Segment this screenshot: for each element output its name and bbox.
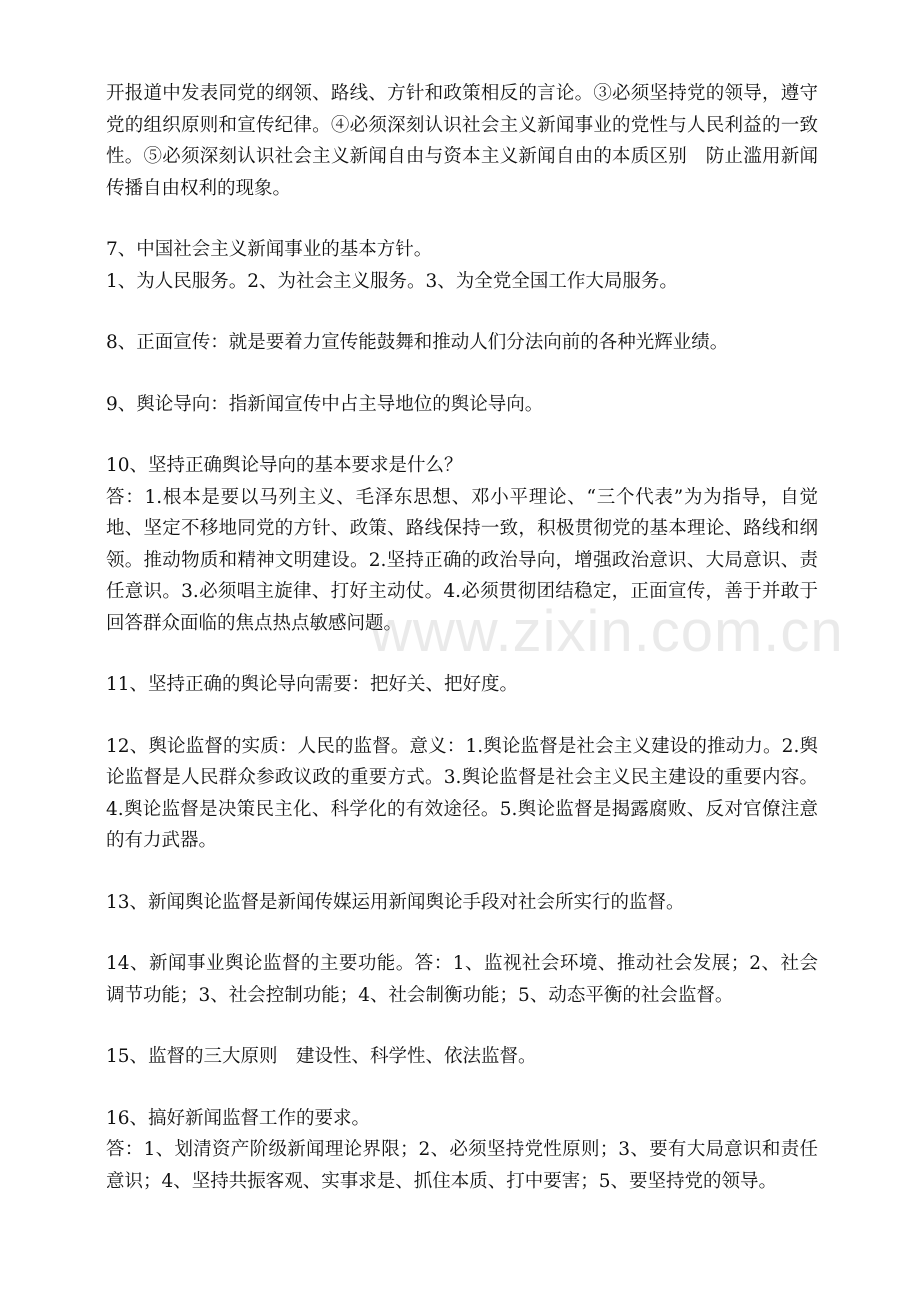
paragraph-line: 开报道中发表同党的纲领、路线、方针和政策相反的言论。③必须坚持党的领导，遵守党的组织原则和宣传纪律。④必须深刻认识社会主义新闻事业的党性与人民利益的一致性。⑤必须深刻认识社会主义新闻自由与资本主义新闻自由的本质区别 防止滥用新闻传播自由权利的现象。: [106, 83, 818, 199]
paragraph-block: [106, 887, 818, 919]
paragraph-line: 7、中国社会主义新闻事业的基本方针。: [106, 239, 433, 260]
paragraph-block: [106, 327, 818, 359]
paragraph-block: [106, 450, 818, 639]
paragraph-block: [106, 669, 818, 701]
paragraph-line: 9、舆论导向：指新闻宣传中占主导地位的舆论导向。: [106, 393, 544, 415]
paragraph-block: [106, 1041, 818, 1073]
paragraph-line: 10、坚持正确舆论导向的基本要求是什么？: [106, 455, 463, 476]
paragraph-line: 15、监督的三大原则 建设性、科学性、依法监督。: [106, 1046, 537, 1067]
paragraph-block: [106, 78, 818, 204]
document-body: [106, 78, 818, 1227]
paragraph-line: 13、新闻舆论监督是新闻传媒运用新闻舆论手段对社会所实行的监督。: [106, 891, 685, 913]
paragraph-block: [106, 389, 818, 421]
paragraph-block: [106, 234, 818, 297]
paragraph-line: 答：1.根本是要以马列主义、毛泽东思想、邓小平理论、“三个代表”为为指导，自觉地、坚定不移地同党的方针、政策、路线保持一致，积极贯彻党的基本理论、路线和纲领。推动物质和精神文明建设。2.坚持正确的政治导向，增强政治意识、大局意识、责任意识。3.必须唱主旋律、打好主动仗。4.必须贯彻团结稳定，正面宣传，善于并敢于回答群众面临的焦点热点敏感问题。: [106, 486, 818, 634]
paragraph-line: 答：1、划清资产阶级新闻理论界限；2、必须坚持党性原则；3、要有大局意识和责任意识；4、坚持共振客观、实事求是、抓住本质、打中要害；5、要坚持党的领导。: [106, 1139, 818, 1192]
paragraph-block: [106, 948, 818, 1011]
paragraph-line: 1、为人民服务。2、为社会主义服务。3、为全党全国工作大局服务。: [106, 270, 678, 292]
paragraph-line: 14、新闻事业舆论监督的主要功能。答：1、监视社会环境、推动社会发展；2、社会调节功能；3、社会控制功能；4、社会制衡功能；5、动态平衡的社会监督。: [106, 953, 818, 1006]
paragraph-line: 11、坚持正确的舆论导向需要：把好关、把好度。: [106, 674, 519, 695]
paragraph-line: 8、正面宣传：就是要着力宣传能鼓舞和推动人们分法向前的各种光辉业绩。: [106, 332, 729, 353]
watermark-text: www.zixin.com.cn: [370, 599, 844, 664]
paragraph-line: 12、舆论监督的实质：人民的监督。意义：1.舆论监督是社会主义建设的推动力。2.舆论监督是人民群众参政议政的重要方式。3.舆论监督是社会主义民主建设的重要内容。4.舆论监督是决策民主化、科学化的有效途径。5.舆论监督是揭露腐败、反对官僚注意的有力武器。: [106, 735, 818, 851]
paragraph-block: [106, 731, 818, 857]
paragraph-block: [106, 1103, 818, 1198]
paragraph-line: 16、搞好新闻监督工作的要求。: [106, 1107, 371, 1129]
